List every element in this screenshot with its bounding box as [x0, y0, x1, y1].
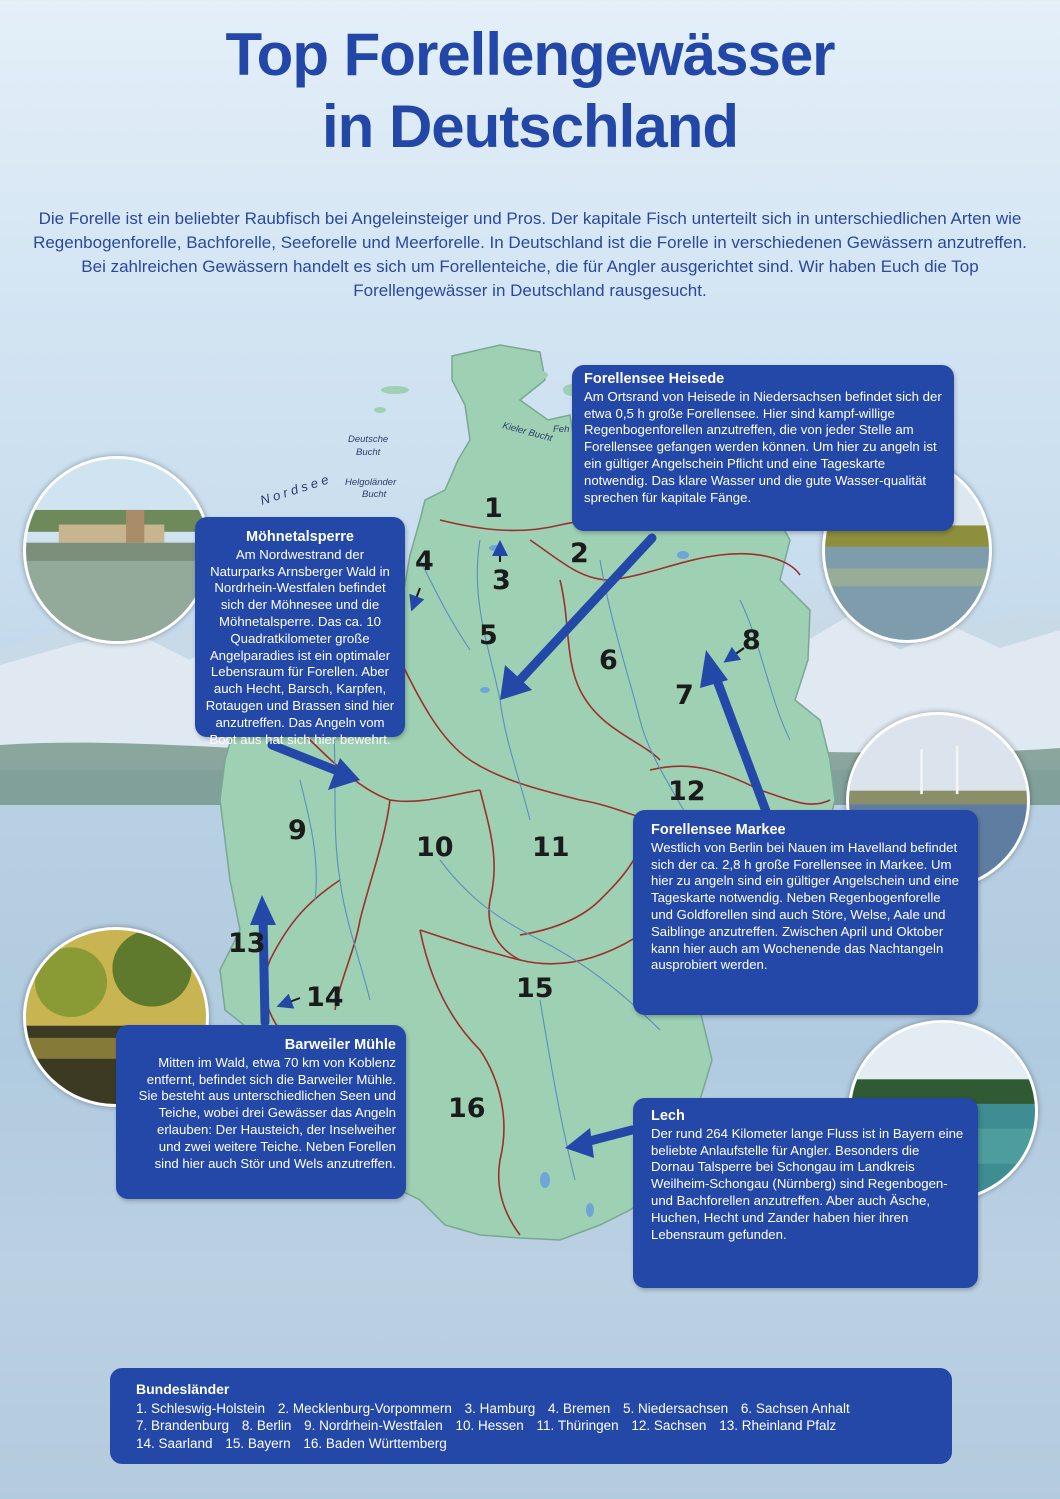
state-number-2: 2 — [570, 538, 589, 569]
legend-item: 11. Thüringen — [536, 1418, 619, 1433]
legend-item: 14. Saarland — [136, 1435, 213, 1451]
legend-item: 5. Niedersachsen — [623, 1400, 729, 1416]
state-number-15: 15 — [516, 973, 554, 1004]
label-deutsche-bucht-2: Bucht — [356, 447, 381, 458]
legend-item: 7. Brandenburg — [136, 1418, 230, 1433]
legend-item: 10. Hessen — [455, 1418, 524, 1433]
legend-item: 1. Schleswig-Holstein — [136, 1400, 266, 1416]
legend-item: 12. Sachsen — [631, 1418, 707, 1433]
legend-row-1 — [136, 1400, 926, 1418]
legend-row-2 — [136, 1417, 926, 1435]
state-number-3: 3 — [492, 565, 511, 596]
spot-text-lech: Der rund 264 Kilometer lange Fluss ist in Bayern eine beliebte Anlaufstelle für Angler. Besonders die Dornau Talsperre bei Schongau im Landkreis Weilheim-Schongau (Nürnberg) sind Regenbogen- und Bachforellen anzutreffen. Aber auch Äsche, Huchen, Hecht und Zander haben hier ihren Lebensraum gefunden. — [651, 1125, 964, 1242]
label-nordsee: N o r d s e e — [258, 471, 331, 508]
state-number-16: 16 — [448, 1093, 486, 1124]
spot-box-heisede — [572, 365, 954, 531]
spot-text-moehne: Am Nordwestrand der Naturparks Arnsberger Wald in Nordrhein-Westfalen befindet sich der Möhnesee und die Möhnetalsperre. Das ca. 10 Quadratkilometer große Angelparadies ist ein optimaler Lebensraum für Forellen. Aber auch Hecht, Barsch, Karpfen, Rotaugen und Brassen sind hier anzutreffen. Das Angeln vom Boot aus hat sich hier bewehrt. — [205, 546, 395, 747]
page-title-line1: Top Forellengewässer — [225, 21, 835, 88]
spot-box-moehne — [195, 517, 405, 747]
state-number-11: 11 — [532, 832, 570, 863]
spot-box-markee — [633, 810, 978, 1015]
state-number-7: 7 — [675, 680, 694, 711]
island — [532, 371, 548, 379]
spot-box-lech — [633, 1098, 978, 1288]
state-number-6: 6 — [599, 645, 618, 676]
state-number-4: 4 — [415, 546, 434, 577]
spot-title-barweiler: Barweiler Mühle — [284, 1037, 396, 1053]
legend-item: 9. Nordrhein-Westfalen — [304, 1418, 443, 1433]
legend-item: 6. Sachsen Anhalt — [740, 1400, 850, 1416]
state-number-14: 14 — [306, 982, 344, 1013]
island — [503, 380, 523, 390]
spot-title-lech: Lech — [651, 1108, 685, 1124]
legend-item: 13. Rheinland Pfalz — [719, 1418, 837, 1433]
dam-photo-icon — [23, 456, 211, 644]
island — [381, 386, 409, 394]
legend-item: 15. Bayern — [225, 1435, 291, 1451]
legend-box — [110, 1368, 952, 1464]
label-kieler-bucht: Kieler Bucht — [501, 420, 554, 445]
legend-item: 2. Mecklenburg-Vorpommern — [277, 1400, 452, 1416]
state-number-9: 9 — [288, 815, 307, 846]
state-number-1: 1 — [484, 493, 503, 524]
state-number-10: 10 — [416, 832, 454, 863]
page-title-line2: in Deutschland — [321, 93, 739, 160]
label-deutsche-bucht-1: Deutsche — [348, 434, 389, 445]
label-helgolaender-1: Helgoländer — [345, 477, 397, 488]
intro-paragraph: Die Forelle ist ein beliebter Raubfisch bei Angeleinsteiger und Pros. Der kapitale Fisch unterteilt sich in unterschiedlichen Arten wie Regenbogenforelle, Bachforelle, Seeforelle und Meerforelle. In Deutschland ist die Forelle in verschiedenen Gewässern anzutreffen. Bei zahlreichen Gewässern handelt es sich um Forellenteiche, die für Angler ausgerichtet sind. Wir haben Euch die Top Forellengewässer in Deutschland rausgesucht. — [33, 209, 1027, 300]
legend-item: 16. Baden Württemberg — [303, 1435, 447, 1451]
legend-title: Bundesländer — [136, 1381, 230, 1397]
spot-title-moehne: Möhnetalsperre — [246, 529, 354, 545]
spot-text-markee: Westlich von Berlin bei Nauen im Havelland befindet sich der ca. 2,8 h große Forellensee in Markee. Um hier zu angeln sind ein gültiger Angelschein und eine Tageskarte notwendig. Neben Regenbogenforelle und Goldforellen sind auch Störe, Welse, Aale und Saiblinge anzutreffen. Zwischen April und Oktober kann hier auch am Wochenende das Nachtangeln ausprobiert werden. — [651, 839, 959, 973]
state-number-5: 5 — [479, 620, 498, 651]
spot-box-barweiler — [116, 1025, 406, 1199]
spot-text-barweiler: Mitten im Wald, etwa 70 km von Koblenz entfernt, befindet sich die Barweiler Mühle. Sie besteht aus unterschiedlichen Seen und Teiche, wobei drei Gewässer das Angeln erlauben: Der Hausteich, der Inselweiher und zwei weitere Teiche. Neben Forellen sind hier auch Stör und Wels anzutreffen. — [138, 1054, 396, 1171]
island — [374, 407, 386, 413]
label-helgolaender-2: Bucht — [362, 489, 387, 500]
legend-row-3 — [136, 1435, 926, 1453]
spot-title-markee: Forellensee Markee — [651, 822, 786, 838]
state-number-8: 8 — [742, 625, 761, 656]
label-fehmarn: Feh — [553, 424, 570, 435]
state-number-13: 13 — [228, 928, 266, 959]
legend-item: 8. Berlin — [241, 1418, 292, 1433]
legend-item: 4. Bremen — [547, 1400, 611, 1416]
spot-text-heisede: Am Ortsrand von Heisede in Niedersachsen befindet sich der etwa 0,5 h große Forellensee. Hier sind kampf-willige Regenbogenforellen anzutreffen, die von jeder Stelle am Forellensee gefangen werden können. Um hier zu angeln ist ein gültiger Angelschein Pflicht und eine Tageskarte notwendig. Das klare Wasser und die gute Wasser-qualität sprechen für kapitale Fänge. — [584, 388, 942, 505]
spot-title-heisede: Forellensee Heisede — [584, 371, 725, 387]
legend-item: 3. Hamburg — [464, 1400, 536, 1416]
state-number-12: 12 — [668, 776, 706, 807]
